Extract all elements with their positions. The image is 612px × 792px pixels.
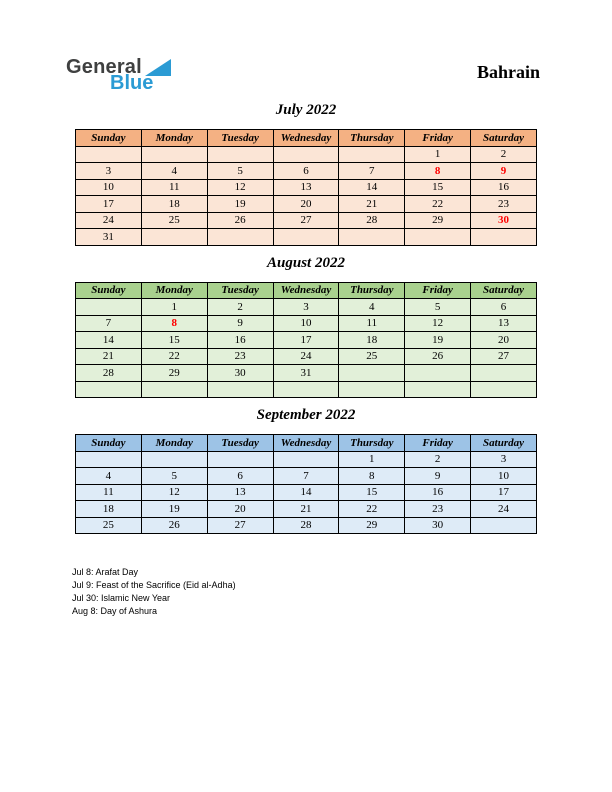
day-cell: 14 — [273, 484, 339, 501]
day-cell: 2 — [405, 451, 471, 468]
holiday-day-cell: 8 — [405, 163, 471, 180]
empty-cell — [273, 381, 339, 398]
logo-word-general: General — [66, 56, 142, 78]
empty-cell — [76, 299, 142, 316]
week-row — [76, 517, 537, 534]
day-cell: 25 — [339, 348, 405, 365]
day-cell: 3 — [273, 299, 339, 316]
day-cell: 1 — [339, 451, 405, 468]
day-cell: 13 — [471, 315, 537, 332]
day-cell: 29 — [339, 517, 405, 534]
logo-word-blue: Blue — [110, 72, 154, 94]
day-cell: 5 — [141, 468, 207, 485]
calendar-table — [75, 282, 537, 399]
day-cell: 29 — [405, 212, 471, 229]
week-row — [76, 365, 537, 382]
day-cell: 6 — [273, 163, 339, 180]
day-cell: 27 — [207, 517, 273, 534]
week-row — [76, 451, 537, 468]
holiday-notes — [72, 566, 236, 618]
day-cell: 11 — [76, 484, 142, 501]
day-cell: 20 — [273, 196, 339, 213]
calendar-months — [0, 102, 612, 543]
day-header: Tuesday — [207, 435, 273, 452]
day-cell: 16 — [207, 332, 273, 349]
day-header: Sunday — [76, 130, 142, 147]
general-blue-logo — [66, 56, 171, 95]
day-cell: 21 — [273, 501, 339, 518]
day-header: Monday — [141, 282, 207, 299]
week-row — [76, 332, 537, 349]
day-cell: 1 — [141, 299, 207, 316]
day-header: Friday — [405, 282, 471, 299]
day-cell: 22 — [141, 348, 207, 365]
holiday-note: Aug 8: Day of Ashura — [72, 606, 158, 616]
empty-cell — [339, 146, 405, 163]
week-row — [76, 163, 537, 180]
day-cell: 6 — [471, 299, 537, 316]
day-cell: 19 — [207, 196, 273, 213]
empty-cell — [141, 381, 207, 398]
day-cell: 28 — [76, 365, 142, 382]
day-header: Sunday — [76, 282, 142, 299]
empty-cell — [405, 365, 471, 382]
day-cell: 23 — [207, 348, 273, 365]
empty-cell — [76, 381, 142, 398]
day-cell: 15 — [339, 484, 405, 501]
month-title: July 2022 — [275, 102, 337, 118]
day-cell: 21 — [339, 196, 405, 213]
holiday-note: Jul 30: Islamic New Year — [72, 593, 171, 603]
empty-cell — [273, 146, 339, 163]
day-cell: 31 — [273, 365, 339, 382]
empty-cell — [207, 229, 273, 246]
day-cell: 9 — [207, 315, 273, 332]
week-row — [76, 299, 537, 316]
empty-cell — [207, 381, 273, 398]
day-cell: 29 — [141, 365, 207, 382]
day-cell: 27 — [273, 212, 339, 229]
day-cell: 4 — [76, 468, 142, 485]
day-header: Wednesday — [273, 282, 339, 299]
holiday-day-cell: 30 — [471, 212, 537, 229]
week-row — [76, 468, 537, 485]
day-cell: 18 — [76, 501, 142, 518]
day-header-row — [76, 130, 537, 147]
empty-cell — [76, 146, 142, 163]
day-cell: 2 — [207, 299, 273, 316]
empty-cell — [141, 229, 207, 246]
day-cell: 26 — [207, 212, 273, 229]
empty-cell — [405, 229, 471, 246]
day-header: Thursday — [339, 435, 405, 452]
day-cell: 20 — [207, 501, 273, 518]
day-header: Saturday — [471, 435, 537, 452]
day-header: Thursday — [339, 282, 405, 299]
empty-cell — [76, 451, 142, 468]
day-cell: 22 — [339, 501, 405, 518]
day-header: Wednesday — [273, 130, 339, 147]
calendar-table — [75, 129, 537, 246]
day-cell: 27 — [471, 348, 537, 365]
day-cell: 14 — [339, 179, 405, 196]
day-cell: 28 — [273, 517, 339, 534]
day-cell: 16 — [471, 179, 537, 196]
day-cell: 11 — [339, 315, 405, 332]
day-cell: 30 — [405, 517, 471, 534]
day-cell: 10 — [273, 315, 339, 332]
day-cell: 10 — [471, 468, 537, 485]
holiday-note: Jul 9: Feast of the Sacrifice (Eid al-Adha) — [72, 580, 236, 590]
day-cell: 28 — [339, 212, 405, 229]
empty-cell — [141, 146, 207, 163]
day-header: Friday — [405, 435, 471, 452]
empty-cell — [471, 381, 537, 398]
month-title: September 2022 — [256, 407, 356, 423]
empty-cell — [273, 451, 339, 468]
day-cell: 19 — [141, 501, 207, 518]
day-cell: 13 — [273, 179, 339, 196]
day-cell: 20 — [471, 332, 537, 349]
holiday-day-cell: 8 — [141, 315, 207, 332]
day-cell: 4 — [339, 299, 405, 316]
day-cell: 13 — [207, 484, 273, 501]
empty-cell — [207, 451, 273, 468]
empty-cell — [273, 229, 339, 246]
day-cell: 7 — [273, 468, 339, 485]
day-header: Tuesday — [207, 282, 273, 299]
holiday-day-cell: 9 — [471, 163, 537, 180]
day-cell: 2 — [471, 146, 537, 163]
week-row — [76, 501, 537, 518]
day-cell: 6 — [207, 468, 273, 485]
day-cell: 19 — [405, 332, 471, 349]
empty-cell — [471, 365, 537, 382]
day-cell: 3 — [471, 451, 537, 468]
day-cell: 5 — [405, 299, 471, 316]
empty-cell — [339, 381, 405, 398]
week-row — [76, 196, 537, 213]
day-cell: 17 — [471, 484, 537, 501]
day-cell: 26 — [405, 348, 471, 365]
day-header-row — [76, 435, 537, 452]
day-cell: 12 — [141, 484, 207, 501]
week-row — [76, 315, 537, 332]
month-september-2022 — [0, 407, 612, 534]
month-title: August 2022 — [267, 254, 345, 271]
empty-cell — [471, 517, 537, 534]
day-header: Monday — [141, 130, 207, 147]
week-row — [76, 179, 537, 196]
country-title: Bahrain — [476, 62, 540, 82]
day-header: Thursday — [339, 130, 405, 147]
empty-cell — [339, 365, 405, 382]
empty-cell — [471, 229, 537, 246]
day-cell: 16 — [405, 484, 471, 501]
empty-cell — [207, 146, 273, 163]
day-cell: 17 — [76, 196, 142, 213]
day-cell: 8 — [339, 468, 405, 485]
day-cell: 3 — [76, 163, 142, 180]
day-cell: 30 — [207, 365, 273, 382]
week-row — [76, 212, 537, 229]
day-cell: 24 — [471, 501, 537, 518]
day-header-row — [76, 282, 537, 299]
day-cell: 15 — [405, 179, 471, 196]
day-header: Tuesday — [207, 130, 273, 147]
day-cell: 23 — [471, 196, 537, 213]
week-row — [76, 381, 537, 398]
day-cell: 24 — [273, 348, 339, 365]
day-cell: 11 — [141, 179, 207, 196]
day-header: Wednesday — [273, 435, 339, 452]
empty-cell — [339, 229, 405, 246]
day-cell: 12 — [405, 315, 471, 332]
day-cell: 7 — [76, 315, 142, 332]
day-header: Friday — [405, 130, 471, 147]
day-cell: 4 — [141, 163, 207, 180]
day-cell: 10 — [76, 179, 142, 196]
day-cell: 22 — [405, 196, 471, 213]
day-cell: 21 — [76, 348, 142, 365]
day-cell: 5 — [207, 163, 273, 180]
day-cell: 7 — [339, 163, 405, 180]
calendar-table — [75, 434, 537, 534]
day-header: Saturday — [471, 130, 537, 147]
holiday-note: Jul 8: Arafat Day — [72, 567, 139, 577]
day-cell: 25 — [141, 212, 207, 229]
day-cell: 31 — [76, 229, 142, 246]
day-cell: 18 — [339, 332, 405, 349]
week-row — [76, 229, 537, 246]
day-header: Saturday — [471, 282, 537, 299]
day-header: Monday — [141, 435, 207, 452]
day-cell: 12 — [207, 179, 273, 196]
week-row — [76, 146, 537, 163]
day-cell: 9 — [405, 468, 471, 485]
month-july-2022 — [0, 102, 612, 246]
day-header: Sunday — [76, 435, 142, 452]
day-cell: 26 — [141, 517, 207, 534]
month-august-2022 — [0, 255, 612, 399]
empty-cell — [405, 381, 471, 398]
week-row — [76, 348, 537, 365]
empty-cell — [141, 451, 207, 468]
day-cell: 18 — [141, 196, 207, 213]
day-cell: 24 — [76, 212, 142, 229]
day-cell: 23 — [405, 501, 471, 518]
day-cell: 1 — [405, 146, 471, 163]
week-row — [76, 484, 537, 501]
day-cell: 15 — [141, 332, 207, 349]
day-cell: 17 — [273, 332, 339, 349]
day-cell: 25 — [76, 517, 142, 534]
day-cell: 14 — [76, 332, 142, 349]
